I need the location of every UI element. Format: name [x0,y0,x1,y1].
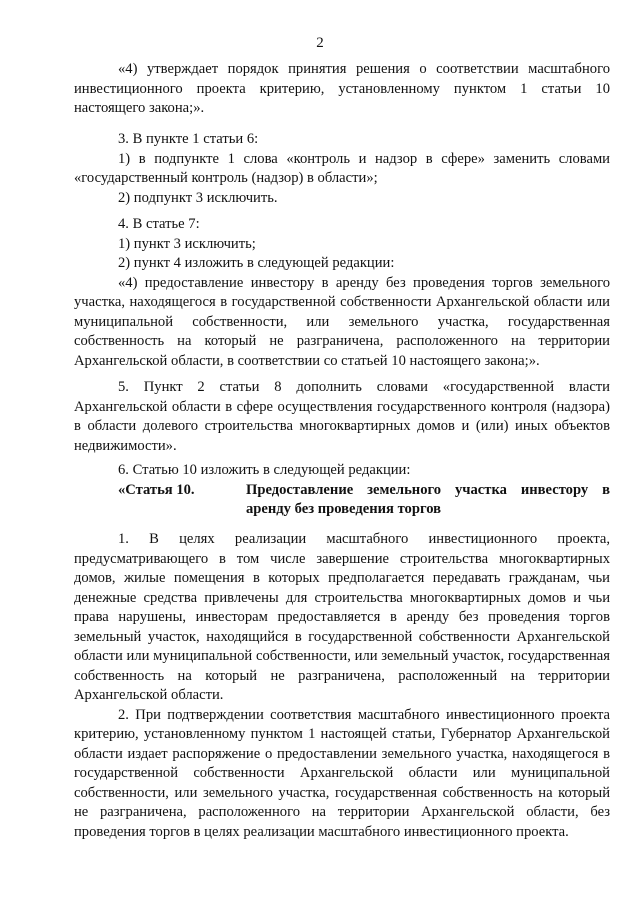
article-10-heading [74,481,610,520]
section-5-text: 5. Пункт 2 статьи 8 дополнить словами «государственной власти Архангельской области в сфере осуществления государственного контроля (надзора) в области долевого строительства многоквартирных домов и (или) иных объектов недвижимости». [74,379,610,454]
item-4-quote: «4) утверждает порядок принятия решения о соответствии масштабного инвестиционного проекта критерию, установленному пунктом 1 статьи 10 настоящего закона;». [74,61,610,116]
section-5 [74,378,610,456]
section-3 [74,130,610,208]
page-number: 2 [316,35,324,51]
article-10-label: «Статья 10. [118,481,195,498]
section-4 [74,215,610,371]
item-4-quote-block [74,60,610,119]
section-3-title: 3. В пункте 1 статьи 6: [118,131,259,147]
section-6-title: 6. Статью 10 изложить в следующей редакции: [118,462,411,478]
article-10-title: Предоставление земельного участка инвестору в аренду без проведения торгов [246,481,610,517]
section-4-title: 4. В статье 7: [118,216,200,232]
section-3-item-1: 1) в подпункте 1 слова «контроль и надзор в сфере» заменить словами «государственный контроль (надзор) в области»; [74,150,610,186]
section-6 [74,461,610,520]
section-4-item-2: 2) пункт 4 изложить в следующей редакции: [118,255,395,271]
article-10-paragraph-2: 2. При подтверждении соответствия масштабного инвестиционного проекта критерию, установленному пунктом 1 настоящей статьи, Губернатор Архангельской области издает распоряжение о предоставлении земельного участка, находящегося в государственной собственности Архангельской области или муниципальной собственности, или земельного участка, государственная собственность на который не разграничена, расположенного на территории Архангельской области, без проведения торгов в целях реализации масштабного инвестиционного проекта. [74,706,610,840]
article-10-body [74,530,610,842]
section-4-item-1: 1) пункт 3 исключить; [118,235,256,252]
section-4-item-4-text: «4) предоставление инвестору в аренду без проведения торгов земельного участка, находящегося в государственной собственности Архангельской области или муниципальной собственности, или земельного участка, государственная собственность на который не разграничена, расположенного на территории Архангельской области, в соответствии со статьей 10 настоящего закона;». [74,274,610,369]
article-10-paragraph-1: 1. В целях реализации масштабного инвестиционного проекта, предусматривающего в том числе завершение строительства многоквартирных домов, жилые помещения в которых предполагается передавать гражданам, чьи денежные средства привлечены для строительства многоквартирных домов и чьи права нарушены, инвесторам предоставляется в аренду без проведения торгов земельный участок, находящийся в государственной собственности Архангельской области или муниципальной собственности, или земельный участок, государственная собственность на который не разграничена, расположенный на территории Архангельской области. [74,531,610,703]
section-3-item-2: 2) подпункт 3 исключить. [118,189,278,206]
